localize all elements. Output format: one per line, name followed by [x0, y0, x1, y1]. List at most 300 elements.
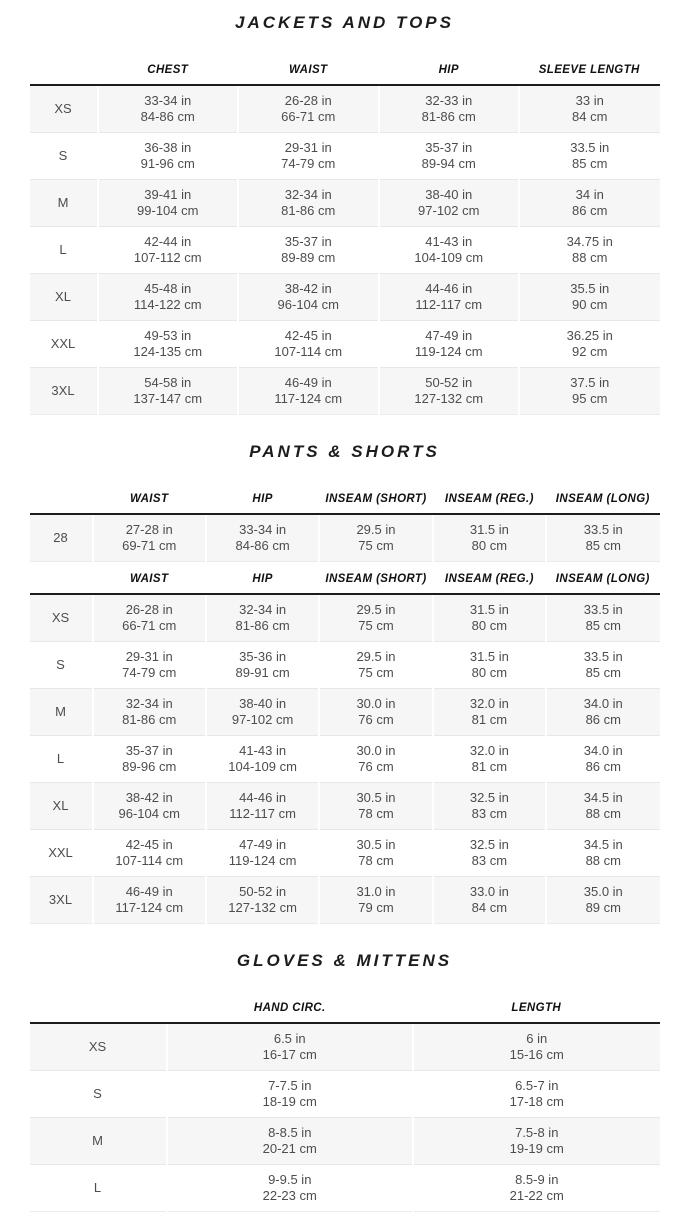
measurement-cm: 15-16 cm	[509, 1047, 564, 1062]
measurement-cell	[319, 594, 432, 642]
measurement-inches: 32.5 in	[469, 837, 509, 852]
measurement-cm: 78 cm	[358, 806, 394, 821]
measurement-inches: 35-37 in	[425, 140, 473, 155]
measurement-inches: 32-34 in	[284, 187, 332, 202]
jackets-tops-table	[30, 53, 660, 415]
size-column-header	[30, 53, 98, 85]
measurement-inches: 33.0 in	[469, 884, 509, 899]
column-header: HIP	[206, 562, 319, 594]
measurement-cm: 107-112 cm	[133, 250, 202, 265]
measurement-inches: 32.5 in	[469, 790, 509, 805]
size-label: XXL	[30, 321, 98, 368]
size-label: 3XL	[30, 368, 98, 415]
measurement-cell	[433, 642, 546, 689]
measurement-cell	[98, 368, 239, 415]
measurement-cm: 76 cm	[358, 712, 394, 727]
measurement-cell	[433, 783, 546, 830]
measurement-cm: 79 cm	[358, 900, 394, 915]
measurement-cell	[519, 133, 660, 180]
column-header: WAIST	[93, 562, 206, 594]
pants-alpha-size-table	[30, 562, 660, 924]
measurement-cm: 78 cm	[358, 853, 394, 868]
measurement-cell	[238, 133, 379, 180]
measurement-cm: 17-18 cm	[509, 1094, 564, 1109]
measurement-cm: 88 cm	[585, 806, 621, 821]
measurement-inches: 30.5 in	[356, 837, 396, 852]
measurement-cell	[238, 321, 379, 368]
measurement-cm: 86 cm	[585, 759, 621, 774]
measurement-cell	[413, 1071, 660, 1118]
measurement-cm: 90 cm	[572, 297, 608, 312]
measurement-inches: 45-48 in	[144, 281, 192, 296]
measurement-cell	[238, 180, 379, 227]
table-body	[30, 85, 660, 415]
size-label: L	[30, 736, 93, 783]
section-title-gloves-and-mittens: GLOVES & MITTENS	[236, 951, 453, 970]
measurement-cell	[546, 642, 659, 689]
measurement-inches: 33-34 in	[144, 93, 192, 108]
measurement-cell	[319, 514, 432, 562]
measurement-cell	[206, 594, 319, 642]
measurement-inches: 47-49 in	[239, 837, 287, 852]
measurement-cm: 107-114 cm	[274, 344, 343, 359]
measurement-cm: 96-104 cm	[118, 806, 180, 821]
column-header: INSEAM (LONG)	[546, 562, 659, 594]
measurement-inches: 34.5 in	[583, 790, 623, 805]
measurement-cell	[238, 368, 379, 415]
measurement-cell	[98, 321, 239, 368]
measurement-inches: 30.0 in	[356, 743, 396, 758]
measurement-cell	[319, 877, 432, 924]
measurement-inches: 32-34 in	[125, 696, 173, 711]
measurement-cm: 75 cm	[358, 618, 394, 633]
measurement-inches: 37.5 in	[570, 375, 610, 390]
measurement-cm: 75 cm	[358, 538, 394, 553]
measurement-cm: 75 cm	[358, 665, 394, 680]
measurement-cm: 89 cm	[585, 900, 621, 915]
table-body	[30, 1023, 660, 1212]
measurement-inches: 34 in	[575, 187, 604, 202]
measurement-inches: 29.5 in	[356, 649, 396, 664]
measurement-cell	[519, 321, 660, 368]
measurement-cell	[167, 1118, 414, 1165]
measurement-cm: 80 cm	[471, 618, 508, 633]
measurement-cell	[519, 227, 660, 274]
measurement-inches: 33-34 in	[239, 522, 287, 537]
measurement-cm: 66-71 cm	[281, 109, 336, 124]
measurement-inches: 32-34 in	[239, 602, 287, 617]
measurement-inches: 7.5-8 in	[515, 1125, 559, 1140]
size-label: 3XL	[30, 877, 93, 924]
measurement-inches: 47-49 in	[425, 328, 473, 343]
measurement-cm: 85 cm	[572, 156, 608, 171]
measurement-inches: 31.5 in	[469, 522, 509, 537]
measurement-cell	[206, 877, 319, 924]
measurement-cell	[98, 180, 239, 227]
measurement-inches: 42-45 in	[125, 837, 173, 852]
measurement-cm: 81-86 cm	[421, 109, 476, 124]
size-label: L	[30, 227, 98, 274]
table-body	[30, 594, 660, 924]
table-row	[30, 133, 660, 180]
size-label: S	[30, 1071, 167, 1118]
size-label: M	[30, 689, 93, 736]
measurement-cell	[319, 830, 432, 877]
measurement-inches: 38-40 in	[239, 696, 287, 711]
measurement-inches: 34.0 in	[583, 743, 623, 758]
measurement-cell	[206, 783, 319, 830]
size-label: XS	[30, 1023, 167, 1071]
measurement-cell	[433, 514, 546, 562]
section-title-jackets-and-tops: JACKETS AND TOPS	[235, 13, 454, 32]
table-row	[30, 594, 660, 642]
column-header: HIP	[206, 482, 319, 514]
measurement-inches: 6.5 in	[273, 1031, 306, 1046]
column-header: CHEST	[98, 53, 239, 85]
measurement-inches: 38-42 in	[125, 790, 173, 805]
measurement-cell	[98, 227, 239, 274]
table-row	[30, 689, 660, 736]
measurement-cell	[413, 1118, 660, 1165]
measurement-cm: 97-102 cm	[418, 203, 480, 218]
table-row	[30, 321, 660, 368]
table-row	[30, 830, 660, 877]
table-row	[30, 736, 660, 783]
measurement-cell	[206, 514, 319, 562]
measurement-cm: 69-71 cm	[122, 538, 177, 553]
measurement-cell	[206, 689, 319, 736]
measurement-cell	[433, 877, 546, 924]
measurement-cell	[379, 227, 520, 274]
size-label: XS	[30, 594, 93, 642]
measurement-inches: 26-28 in	[284, 93, 332, 108]
measurement-cm: 85 cm	[585, 665, 621, 680]
measurement-cell	[413, 1165, 660, 1212]
size-label: L	[30, 1165, 167, 1212]
size-label: XL	[30, 274, 98, 321]
measurement-inches: 35.0 in	[583, 884, 623, 899]
measurement-cm: 89-94 cm	[421, 156, 476, 171]
measurement-cm: 81-86 cm	[235, 618, 290, 633]
table-row	[30, 180, 660, 227]
measurement-cm: 99-104 cm	[137, 203, 199, 218]
size-label: XXL	[30, 830, 93, 877]
measurement-inches: 32.0 in	[469, 696, 509, 711]
size-column-header	[30, 562, 93, 594]
measurement-cm: 19-19 cm	[509, 1141, 564, 1156]
size-label: M	[30, 1118, 167, 1165]
measurement-cm: 119-124 cm	[228, 853, 297, 868]
measurement-inches: 44-46 in	[425, 281, 473, 296]
measurement-inches: 38-42 in	[284, 281, 332, 296]
measurement-cm: 91-96 cm	[140, 156, 195, 171]
measurement-inches: 44-46 in	[239, 790, 287, 805]
measurement-inches: 7-7.5 in	[268, 1078, 312, 1093]
size-label: S	[30, 133, 98, 180]
measurement-inches: 6.5-7 in	[515, 1078, 559, 1093]
measurement-cell	[319, 689, 432, 736]
measurement-cm: 88 cm	[572, 250, 608, 265]
measurement-cm: 84 cm	[471, 900, 508, 915]
measurement-inches: 34.5 in	[583, 837, 623, 852]
measurement-cm: 104-109 cm	[228, 759, 297, 774]
measurement-cell	[519, 180, 660, 227]
measurement-cm: 84 cm	[572, 109, 608, 124]
measurement-inches: 33.5 in	[583, 649, 623, 664]
measurement-cm: 84-86 cm	[140, 109, 195, 124]
measurement-inches: 29-31 in	[284, 140, 332, 155]
measurement-cell	[93, 783, 206, 830]
measurement-cell	[93, 689, 206, 736]
measurement-inches: 36-38 in	[144, 140, 192, 155]
measurement-cell	[98, 85, 239, 133]
measurement-inches: 50-52 in	[425, 375, 473, 390]
size-label: S	[30, 642, 93, 689]
measurement-cell	[546, 689, 659, 736]
measurement-inches: 46-49 in	[125, 884, 173, 899]
measurement-inches: 50-52 in	[239, 884, 287, 899]
measurement-cm: 80 cm	[471, 538, 508, 553]
measurement-cm: 104-109 cm	[414, 250, 484, 265]
measurement-cell	[93, 514, 206, 562]
measurement-inches: 34.75 in	[566, 234, 613, 249]
measurement-inches: 35-37 in	[284, 234, 332, 249]
table-row	[30, 1071, 660, 1118]
measurement-cm: 74-79 cm	[281, 156, 336, 171]
measurement-cm: 107-114 cm	[115, 853, 184, 868]
table-head	[30, 53, 660, 85]
header-row	[30, 562, 660, 594]
measurement-cell	[238, 227, 379, 274]
measurement-cell	[379, 274, 520, 321]
measurement-inches: 38-40 in	[425, 187, 473, 202]
measurement-cm: 127-132 cm	[228, 900, 297, 915]
header-row	[30, 53, 660, 85]
measurement-cell	[93, 642, 206, 689]
measurement-cm: 74-79 cm	[122, 665, 177, 680]
measurement-cell	[93, 736, 206, 783]
table-head	[30, 562, 660, 594]
measurement-cm: 89-91 cm	[235, 665, 290, 680]
measurement-cell	[167, 1165, 414, 1212]
column-header: WAIST	[238, 53, 379, 85]
measurement-inches: 30.0 in	[356, 696, 396, 711]
measurement-cell	[167, 1071, 414, 1118]
measurement-cm: 81-86 cm	[122, 712, 177, 727]
column-header: INSEAM (REG.)	[433, 482, 546, 514]
measurement-cm: 20-21 cm	[262, 1141, 317, 1156]
measurement-cm: 97-102 cm	[231, 712, 294, 727]
measurement-cell	[546, 736, 659, 783]
measurement-cell	[206, 736, 319, 783]
size-label: 28	[30, 514, 93, 562]
table-row	[30, 368, 660, 415]
measurement-cell	[93, 877, 206, 924]
header-row	[30, 482, 660, 514]
size-column-header	[30, 991, 167, 1023]
measurement-cell	[546, 783, 659, 830]
measurement-inches: 8-8.5 in	[268, 1125, 312, 1140]
table-row	[30, 877, 660, 924]
pants-numeric-size-table	[30, 482, 660, 562]
measurement-cell	[379, 180, 520, 227]
column-header: INSEAM (REG.)	[433, 562, 546, 594]
measurement-cm: 81-86 cm	[281, 203, 336, 218]
measurement-cm: 81 cm	[471, 712, 508, 727]
measurement-cell	[167, 1023, 414, 1071]
table-row	[30, 85, 660, 133]
measurement-cm: 83 cm	[471, 806, 508, 821]
measurement-cell	[433, 830, 546, 877]
measurement-inches: 42-44 in	[144, 234, 192, 249]
measurement-inches: 30.5 in	[356, 790, 396, 805]
measurement-cell	[98, 274, 239, 321]
measurement-cell	[519, 274, 660, 321]
measurement-cm: 127-132 cm	[414, 391, 484, 406]
measurement-inches: 9-9.5 in	[268, 1172, 312, 1187]
measurement-inches: 27-28 in	[125, 522, 173, 537]
measurement-cell	[546, 877, 659, 924]
header-row	[30, 991, 660, 1023]
measurement-cm: 112-117 cm	[229, 806, 296, 821]
measurement-cell	[433, 689, 546, 736]
measurement-cell	[319, 736, 432, 783]
measurement-cm: 18-19 cm	[262, 1094, 317, 1109]
measurement-inches: 35.5 in	[570, 281, 610, 296]
measurement-cm: 86 cm	[572, 203, 608, 218]
pants-and-shorts-section	[0, 442, 689, 924]
column-header: LENGTH	[413, 991, 660, 1023]
measurement-cell	[206, 830, 319, 877]
column-header: INSEAM (LONG)	[546, 482, 659, 514]
gloves-and-mittens-section	[0, 951, 689, 1212]
size-label: XS	[30, 85, 98, 133]
measurement-cell	[519, 368, 660, 415]
table-row	[30, 227, 660, 274]
measurement-inches: 29-31 in	[125, 649, 173, 664]
measurement-inches: 31.5 in	[469, 602, 509, 617]
measurement-cell	[379, 133, 520, 180]
jackets-and-tops-section	[0, 13, 689, 415]
column-header: INSEAM (SHORT)	[319, 482, 432, 514]
measurement-cell	[379, 321, 520, 368]
measurement-cm: 96-104 cm	[277, 297, 339, 312]
measurement-inches: 26-28 in	[125, 602, 173, 617]
table-row	[30, 783, 660, 830]
gloves-mittens-table	[30, 991, 660, 1212]
table-row	[30, 1023, 660, 1071]
size-label: XL	[30, 783, 93, 830]
table-row	[30, 642, 660, 689]
measurement-cell	[93, 830, 206, 877]
measurement-cell	[546, 830, 659, 877]
measurement-cell	[546, 594, 659, 642]
measurement-cm: 85 cm	[585, 618, 621, 633]
measurement-inches: 6 in	[526, 1031, 548, 1046]
measurement-cm: 84-86 cm	[235, 538, 290, 553]
measurement-cell	[98, 133, 239, 180]
measurement-inches: 32-33 in	[425, 93, 473, 108]
measurement-cell	[379, 368, 520, 415]
measurement-cm: 89-96 cm	[122, 759, 177, 774]
size-label: M	[30, 180, 98, 227]
measurement-cm: 83 cm	[471, 853, 508, 868]
measurement-cm: 76 cm	[358, 759, 394, 774]
measurement-inches: 54-58 in	[144, 375, 192, 390]
table-head	[30, 991, 660, 1023]
measurement-cm: 21-22 cm	[509, 1188, 564, 1203]
measurement-cm: 22-23 cm	[262, 1188, 317, 1203]
measurement-cm: 119-124 cm	[414, 344, 483, 359]
measurement-cm: 112-117 cm	[415, 297, 483, 312]
column-header: INSEAM (SHORT)	[319, 562, 432, 594]
measurement-inches: 33.5 in	[570, 140, 610, 155]
measurement-inches: 36.25 in	[566, 328, 613, 343]
measurement-cm: 95 cm	[572, 391, 608, 406]
measurement-inches: 35-37 in	[125, 743, 173, 758]
table-row	[30, 1118, 660, 1165]
measurement-cell	[519, 85, 660, 133]
measurement-cm: 117-124 cm	[115, 900, 184, 915]
measurement-cell	[413, 1023, 660, 1071]
measurement-cm: 137-147 cm	[133, 391, 203, 406]
measurement-inches: 29.5 in	[356, 522, 396, 537]
table-row	[30, 514, 660, 562]
measurement-cm: 88 cm	[585, 853, 621, 868]
measurement-inches: 35-36 in	[239, 649, 287, 664]
size-column-header	[30, 482, 93, 514]
measurement-cell	[319, 783, 432, 830]
measurement-inches: 41-43 in	[425, 234, 473, 249]
table-row	[30, 274, 660, 321]
measurement-cm: 92 cm	[572, 344, 608, 359]
column-header: HAND CIRC.	[167, 991, 414, 1023]
measurement-inches: 46-49 in	[284, 375, 332, 390]
measurement-cell	[433, 736, 546, 783]
measurement-inches: 33.5 in	[583, 522, 623, 537]
measurement-cm: 81 cm	[471, 759, 508, 774]
measurement-inches: 33 in	[575, 93, 604, 108]
table-body	[30, 514, 660, 562]
measurement-cell	[319, 642, 432, 689]
measurement-cm: 66-71 cm	[122, 618, 177, 633]
column-header: WAIST	[93, 482, 206, 514]
measurement-inches: 34.0 in	[583, 696, 623, 711]
section-title-pants-and-shorts: PANTS & SHORTS	[249, 442, 440, 461]
measurement-inches: 39-41 in	[144, 187, 192, 202]
measurement-cell	[93, 594, 206, 642]
measurement-cm: 117-124 cm	[274, 391, 343, 406]
measurement-cell	[238, 274, 379, 321]
measurement-inches: 31.5 in	[469, 649, 509, 664]
measurement-cell	[379, 85, 520, 133]
measurement-inches: 31.0 in	[356, 884, 396, 899]
column-header: HIP	[379, 53, 520, 85]
measurement-inches: 41-43 in	[239, 743, 287, 758]
measurement-cell	[206, 642, 319, 689]
measurement-cell	[433, 594, 546, 642]
measurement-inches: 29.5 in	[356, 602, 396, 617]
measurement-cell	[238, 85, 379, 133]
measurement-cm: 89-89 cm	[281, 250, 336, 265]
measurement-cm: 124-135 cm	[133, 344, 203, 359]
measurement-inches: 32.0 in	[469, 743, 509, 758]
measurement-inches: 33.5 in	[583, 602, 623, 617]
measurement-cm: 85 cm	[585, 538, 621, 553]
table-row	[30, 1165, 660, 1212]
measurement-inches: 49-53 in	[144, 328, 192, 343]
measurement-cm: 80 cm	[471, 665, 508, 680]
